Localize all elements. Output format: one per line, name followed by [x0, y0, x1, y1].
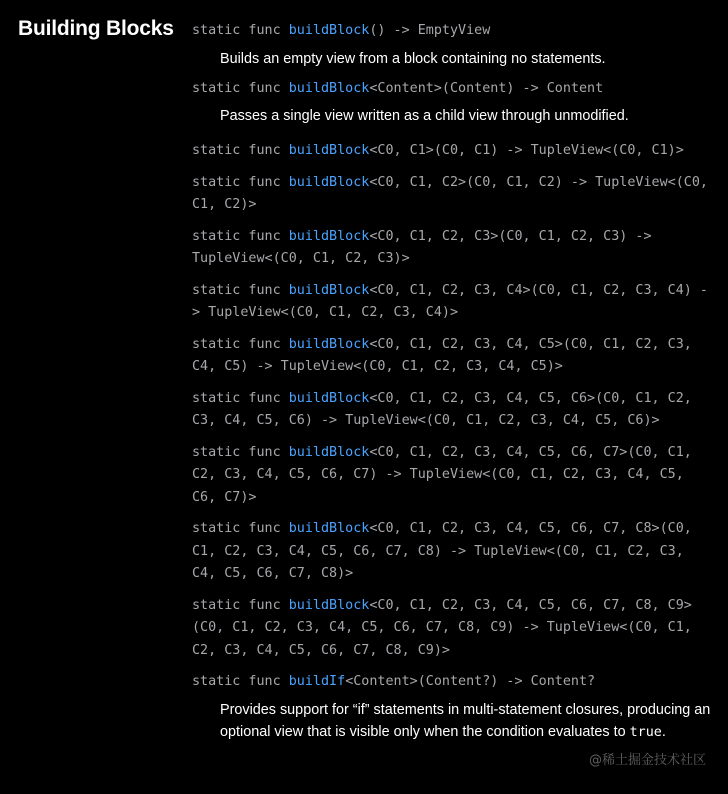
symbol-list [192, 20, 712, 744]
symbol-signature[interactable] [192, 140, 712, 163]
keyword: static func [192, 174, 281, 190]
symbol-signature[interactable] [192, 280, 712, 325]
symbol-entry [192, 388, 712, 433]
symbol-signature[interactable] [192, 518, 712, 586]
keyword: static func [192, 336, 281, 352]
keyword: static func [192, 521, 281, 536]
function-link[interactable]: buildBlock [288, 444, 370, 460]
signature-rest: <C0, C1, C2, C3, C4, C5, C6, C7, C8>(C0, C1, C2, C3, C4, C5, C6, C7, C8) -> TupleView<(C0, C1, C2, C3, C4, C5, C6, C7, C8)> [192, 521, 692, 581]
function-link[interactable]: buildBlock [288, 282, 370, 298]
symbol-signature[interactable] [192, 671, 712, 694]
symbol-entry [192, 280, 712, 325]
symbol-signature[interactable] [192, 226, 712, 271]
signature-rest: <Content>(Content?) -> Content? [345, 674, 596, 689]
function-link[interactable]: buildBlock [288, 80, 370, 96]
function-link[interactable]: buildBlock [288, 521, 370, 536]
keyword: static func [192, 597, 281, 613]
function-link[interactable]: buildIf [288, 674, 346, 689]
function-link[interactable]: buildBlock [288, 174, 370, 190]
signature-rest: <C0, C1>(C0, C1) -> TupleView<(C0, C1)> [369, 143, 684, 158]
keyword: static func [192, 143, 281, 158]
keyword: static func [192, 444, 281, 460]
symbol-signature[interactable] [192, 388, 712, 433]
description-text-end: . [661, 723, 666, 740]
symbol-entry [192, 226, 712, 271]
symbol-entry [192, 595, 712, 663]
signature-rest: <C0, C1, C2>(C0, C1, C2) -> Tuple​View<(C0, C1, C2)> [192, 174, 708, 212]
keyword: static func [192, 674, 281, 689]
function-link[interactable]: buildBlock [288, 336, 370, 352]
section-title: Building Blocks [18, 17, 174, 40]
symbol-signature[interactable] [192, 595, 712, 663]
symbol-signature[interactable] [192, 172, 712, 217]
symbol-signature[interactable] [192, 442, 712, 510]
function-link[interactable]: buildBlock [288, 390, 370, 406]
keyword: static func [192, 23, 281, 38]
function-link[interactable]: buildBlock [288, 143, 370, 158]
symbol-description: Passes a single view written as a child view through unmodified. [220, 108, 629, 124]
keyword: static func [192, 228, 281, 244]
symbol-entry [192, 20, 712, 70]
signature-rest: <C0, C1, C2, C3>(C0, C1, C2, C3) -> TupleView<(C0, C1, C2, C3)> [192, 228, 652, 266]
symbol-signature[interactable] [192, 20, 712, 43]
keyword: static func [192, 390, 281, 406]
function-link[interactable]: buildBlock [288, 597, 370, 613]
symbol-entry [192, 518, 712, 586]
inline-code: true [629, 724, 662, 740]
symbol-signature[interactable] [192, 334, 712, 379]
signature-rest: <C0, C1, C2, C3, C4, C5, C6, C7, C8, C9>(C0, C1, C2, C3, C4, C5, C6, C7, C8, C9) -> Tuple​View<(C0, C1, C2, C3, C4, C5, C6, C7, C8, C9)> [192, 597, 692, 658]
description-text: Provides support for “if” statements in multi-statement closures, producing an optional view that is visible only when the condition evaluates to [220, 701, 711, 740]
signature-rest: <C0, C1, C2, C3, C4, C5, C6, C7>(C0, C1, C2, C3, C4, C5, C6, C7) -> TupleView<(C0, C1, C2, C3, C4, C5, C6, C7)> [192, 444, 692, 505]
signature-rest: <C0, C1, C2, C3, C4, C5, C6>(C0, C1, C2, C3, C4, C5, C6) -> TupleView<(C0, C1, C2, C3, C4, C5, C6)> [192, 390, 692, 428]
symbol-signature[interactable] [192, 78, 712, 101]
keyword: static func [192, 80, 281, 96]
signature-rest: <C0, C1, C2, C3, C4, C5>(C0, C1, C2, C3, C4, C5) -> TupleView<(C0, C1, C2, C3, C4, C5)> [192, 336, 692, 374]
symbol-entry [192, 172, 712, 217]
signature-rest: <Content>(Content) -> Content [369, 80, 604, 96]
function-link[interactable]: buildBlock [288, 228, 370, 244]
function-link[interactable]: buildBlock [288, 23, 370, 38]
keyword: static func [192, 282, 281, 298]
watermark: @稀土掘金技术社区 [588, 753, 706, 768]
symbol-description [220, 699, 712, 744]
signature-rest: () -> EmptyView [369, 23, 491, 38]
symbol-entry [192, 442, 712, 510]
symbol-description: Builds an empty view from a block containing no statements. [220, 50, 606, 67]
symbol-entry [192, 140, 712, 163]
signature-rest: <C0, C1, C2, C3, C4>(C0, C1, C2, C3, C4) -> TupleView<(C0, C1, C2, C3, C4)> [192, 282, 708, 320]
symbol-entry [192, 334, 712, 379]
symbol-entry [192, 78, 712, 128]
symbol-entry [192, 671, 712, 744]
